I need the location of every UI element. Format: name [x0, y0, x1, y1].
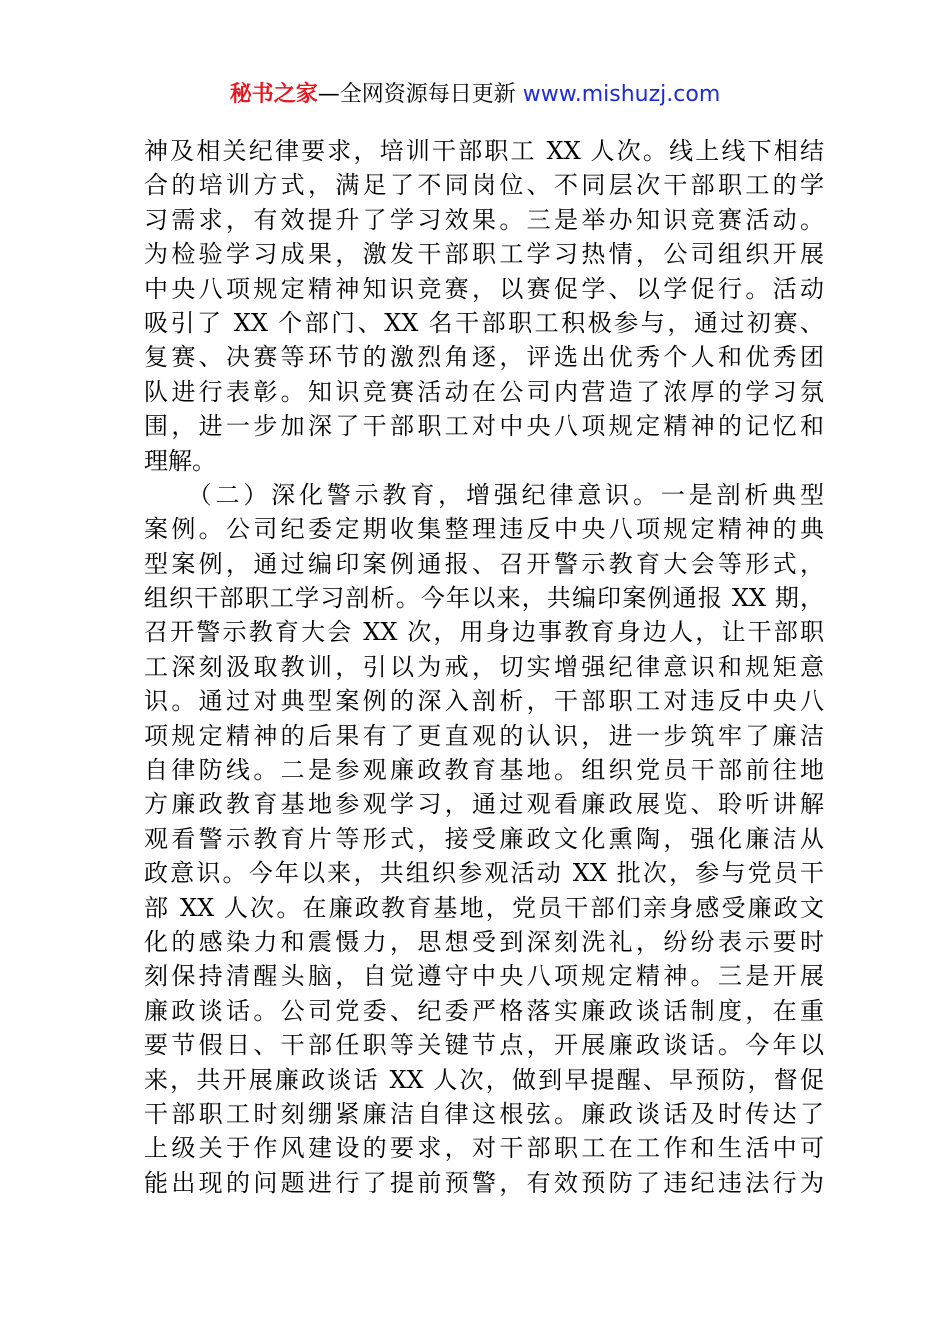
text-line: 习需求，有效提升了学习效果。三是举办知识竞赛活动。	[144, 205, 824, 234]
text-line: 识。通过对典型案例的深入剖析，干部职工对违反中央八	[144, 687, 824, 716]
text-line: 吸引了 XX 个部门、XX 名干部职工积极参与，通过初赛、	[144, 308, 824, 337]
text-line: 型案例，通过编印案例通报、召开警示教育大会等形式，	[144, 549, 824, 578]
text-line: 政意识。今年以来，共组织参观活动 XX 批次，参与党员干	[144, 859, 824, 888]
text-line: 为检验学习成果，激发干部职工学习热情，公司组织开展	[144, 240, 824, 269]
text-line: 自律防线。二是参观廉政教育基地。组织党员干部前往地	[144, 756, 824, 785]
text-line: 工深刻汲取教训，引以为戒，切实增强纪律意识和规矩意	[144, 652, 824, 681]
text-line: 来，共开展廉政谈话 XX 人次，做到早提醒、早预防，督促	[144, 1065, 824, 1094]
text-line: 上级关于作风建设的要求，对干部职工在工作和生活中可	[144, 1134, 824, 1163]
text-line: 案例。公司纪委定期收集整理违反中央八项规定精神的典	[144, 515, 824, 544]
site-header	[0, 78, 950, 112]
text-line: 中央八项规定精神知识竞赛，以赛促学、以学促行。活动	[144, 274, 824, 303]
text-line: 组织干部职工学习剖析。今年以来，共编印案例通报 XX 期，	[144, 584, 824, 613]
text-line: 复赛、决赛等环节的激烈角逐，评选出优秀个人和优秀团	[144, 343, 824, 372]
site-url-link[interactable]: www.mishuzj.com	[522, 82, 721, 107]
text-line: 要节假日、干部任职等关键节点，开展廉政谈话。今年以	[144, 1031, 824, 1060]
paragraph-end-line: 理解。	[144, 446, 216, 475]
site-brand: 秘书之家	[229, 82, 318, 107]
text-line: 方廉政教育基地参观学习，通过观看廉政展览、聆听讲解	[144, 790, 824, 819]
text-line: 召开警示教育大会 XX 次，用身边事教育身边人，让干部职	[144, 618, 824, 647]
text-line: 干部职工时刻绷紧廉洁自律这根弦。廉政谈话及时传达了	[144, 1099, 824, 1128]
text-line: 能出现的问题进行了提前预警，有效预防了违纪违法行为	[144, 1168, 824, 1197]
text-line: 观看警示教育片等形式，接受廉政文化熏陶，强化廉洁从	[144, 824, 824, 853]
text-line: 围，进一步加深了干部职工对中央八项规定精神的记忆和	[144, 412, 824, 441]
text-line: 部 XX 人次。在廉政教育基地，党员干部们亲身感受廉政文	[144, 893, 824, 922]
text-line: 化的感染力和震慑力，思想受到深刻洗礼，纷纷表示要时	[144, 927, 824, 956]
text-line: 廉政谈话。公司党委、纪委严格落实廉政谈话制度，在重	[144, 996, 824, 1025]
text-line: 队进行表彰。知识竞赛活动在公司内营造了浓厚的学习氛	[144, 377, 824, 406]
site-tagline: —全网资源每日更新	[317, 82, 523, 107]
text-line: 神及相关纪律要求，培训干部职工 XX 人次。线上线下相结	[144, 137, 824, 165]
document-body	[144, 134, 824, 1200]
text-line: 合的培训方式，满足了不同岗位、不同层次干部职工的学	[144, 171, 824, 200]
section-heading-line: （二）深化警示教育，增强纪律意识。一是剖析典型	[144, 480, 824, 509]
text-line: 项规定精神的后果有了更直观的认识，进一步筑牢了廉洁	[144, 721, 824, 750]
text-line: 刻保持清醒头脑，自觉遵守中央八项规定精神。三是开展	[144, 962, 824, 991]
